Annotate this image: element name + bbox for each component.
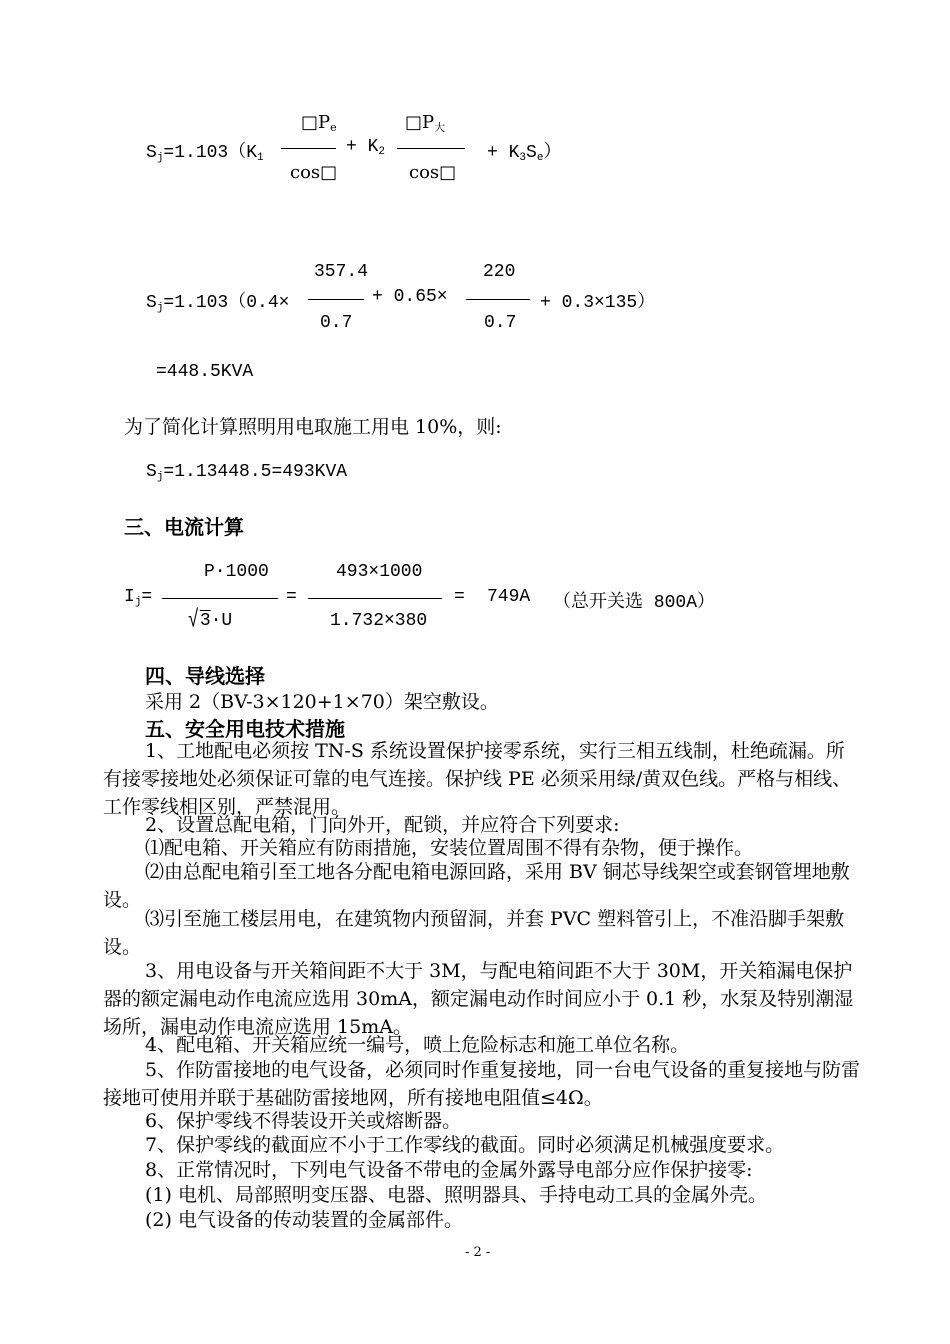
formula-3: $S_j=1.13448.5=493KVA$ [146, 462, 348, 483]
section-3-heading: 三、电流计算 [124, 515, 244, 539]
frac2-denominator: 0.7 [484, 313, 517, 333]
section-5-heading: 五、安全用电技术措施 [145, 717, 345, 741]
paragraph-3: ⑴配电箱、开关箱应有防雨措施，安装位置周围不得有杂物，便于操作。 [145, 837, 754, 859]
frac2-denominator: cos□ [409, 162, 457, 183]
section-4-heading: 四、导线选择 [145, 664, 265, 688]
fraction-bar [308, 299, 364, 300]
frac2-denominator: 1.732×380 [330, 611, 428, 631]
frac1-numerator: $□P_e$ [301, 112, 337, 134]
frac1-numerator: 357.4 [314, 262, 369, 282]
paragraph-5: ⑶引至施工楼层用电，在建筑物内预留洞，并套 PVC 塑料管引上，不准沿脚手架敷设。 [103, 908, 845, 958]
main-switch-note: （总开关选 800A） [553, 593, 716, 613]
paragraph-12: (1) 电机、局部照明变压器、电器、照明器具、手持电动工具的金属外壳。 [145, 1184, 767, 1206]
formula-1-lhs: $S_j=1.103(K_1$ [146, 143, 264, 164]
formula-2-lhs: $S_j=1.103(0.4\times$ [146, 293, 290, 314]
frac2-numerator: 220 [483, 262, 516, 282]
frac1-denominator: 0.7 [320, 313, 353, 333]
formula-1-plus-k2: + $K_2$ [346, 137, 386, 158]
fraction-bar [397, 148, 465, 149]
section-4-text: 采用 2（BV-3×120+1×70）架空敷设。 [145, 691, 499, 713]
result-kva: =448.5KVA [156, 362, 254, 382]
formula-1-tail: + $K_3S_e$） [487, 143, 562, 164]
paragraph-13: (2) 电气设备的传动装置的金属部件。 [145, 1209, 463, 1231]
fraction-bar [308, 598, 442, 599]
fraction-bar [281, 148, 336, 149]
fraction-bar [162, 598, 278, 599]
paragraph-11: 8、正常情况时，下列电气设备不带电的金属外露导电部分应作保护接零: [145, 1159, 753, 1181]
page-number: - 2 - [465, 1245, 491, 1260]
frac1-denominator: √3·U [188, 607, 233, 635]
paragraph-9: 6、保护零线不得装设开关或熔断器。 [145, 1110, 462, 1132]
paragraph-8: 5、作防雷接地的电气设备，必须同时作重复接地，同一台电气设备的重复接地与防雷接地可使用并联于基础防雷接地网，所有接地电阻值≤4Ω。 [103, 1059, 861, 1109]
paragraph-1: 1、工地配电必须按 TN-S 系统设置保护接零系统，实行三相五线制，杜绝疏漏。所有接零接地处必须保证可靠的电气连接。保护线 PE 必须采用绿/黄双色线。严格与相线、工作零线相区别，严禁混用。 [103, 740, 852, 818]
paragraph-7: 4、配电箱、开关箱应统一编号，喷上危险标志和施工单位名称。 [145, 1034, 690, 1056]
formula-2-tail: + 0.3×135） [540, 293, 656, 313]
paragraph-10: 7、保护零线的截面应不小于工作零线的截面。同时必须满足机械强度要求。 [145, 1134, 785, 1156]
current-result: 749A [487, 587, 531, 607]
formula-4-lhs: $I_j=$ [124, 587, 153, 608]
formula-4-eq2: = [286, 587, 297, 607]
formula-2-mid: + 0.65× [372, 287, 448, 307]
simplify-text: 为了简化计算照明用电取施工用电 10%，则: [124, 416, 502, 438]
frac1-numerator: P·1000 [204, 562, 269, 582]
paragraph-2: 2、设置总配电箱，门向外开，配锁，并应符合下列要求: [145, 814, 620, 836]
paragraph-4: ⑵由总配电箱引至工地各分配电箱电源回路，采用 BV 铜芯导线架空或套钢管埋地敷设。 [103, 861, 850, 911]
formula-4-eq3: = [454, 587, 465, 607]
frac1-denominator: cos□ [290, 162, 338, 183]
sqrt-icon: √ [188, 607, 199, 635]
frac2-numerator: $□P_大$ [405, 112, 446, 134]
fraction-bar [466, 299, 530, 300]
paragraph-6: 3、用电设备与开关箱间距不大于 3M，与配电箱间距不大于 30M，开关箱漏电保护器的额定漏电动作电流应选用 30mA，额定漏电动作时间应小于 0.1 秒，水泵及特别潮湿场所，漏电动作电流应选用 15mA。 [103, 960, 854, 1038]
frac2-numerator: 493×1000 [336, 562, 423, 582]
